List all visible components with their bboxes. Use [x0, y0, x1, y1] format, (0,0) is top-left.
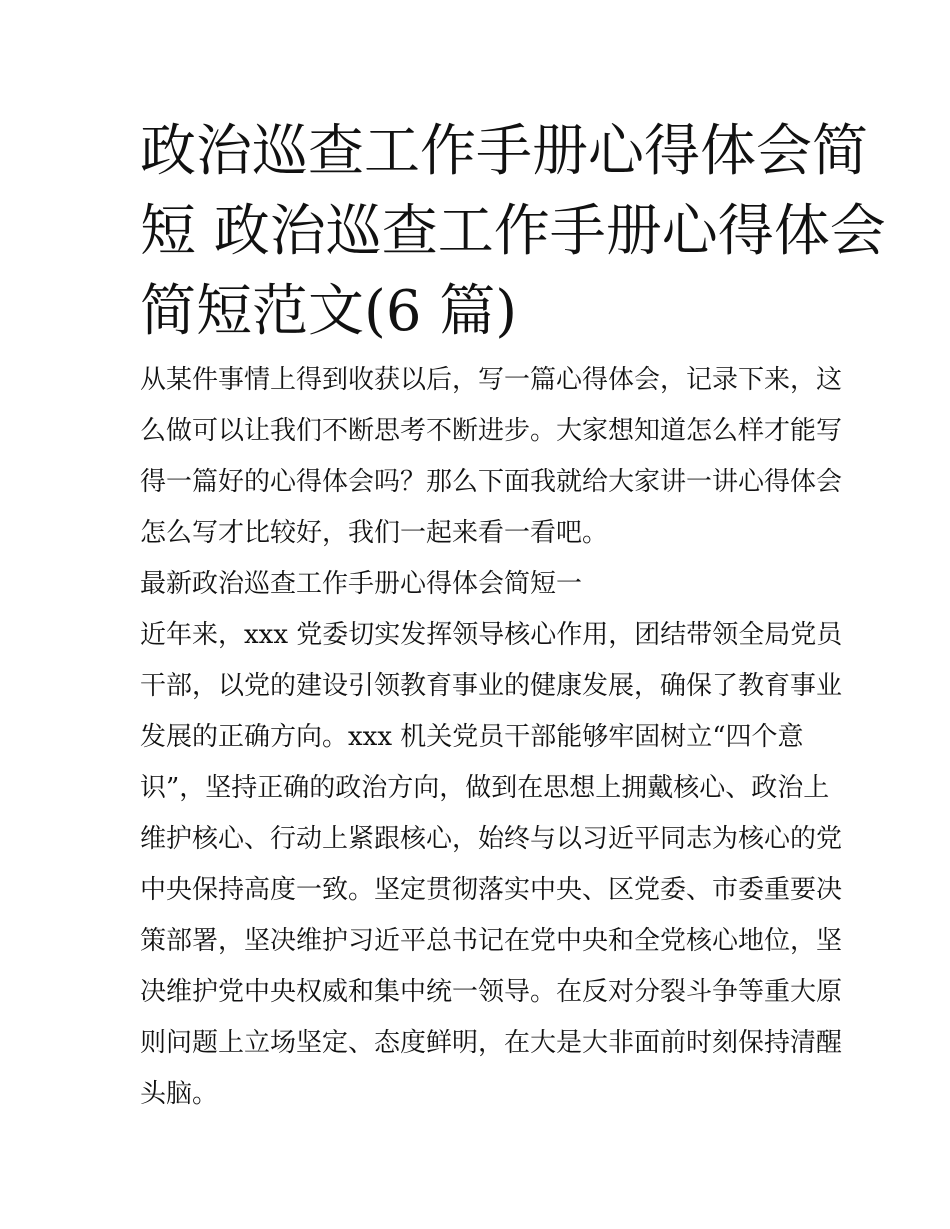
body-line: 识”，坚持正确的政治方向，做到在思想上拥戴核心、政治上 — [140, 773, 830, 803]
body-line: 从某件事情上得到收获以后，写一篇心得体会，记录下来，这 — [140, 365, 843, 395]
body-line: 近年来，xxx 党委切实发挥领导核心作用，团结带领全局党员 — [140, 620, 843, 650]
body-line: 么做可以让我们不断思考不断进步。大家想知道怎么样才能写 — [140, 416, 843, 446]
title-line: 短 政治巡查工作手册心得体会 — [140, 199, 886, 264]
body-line: 发展的正确方向。xxx 机关党员干部能够牢固树立“四个意 — [140, 722, 804, 752]
body-line: 决维护党中央权威和集中统一领导。在反对分裂斗争等重大原 — [140, 977, 843, 1007]
document-body — [140, 355, 843, 1120]
body-line: 维护核心、行动上紧跟核心，始终与以习近平同志为核心的党 — [140, 824, 843, 854]
title-line: 政治巡查工作手册心得体会简 — [140, 119, 868, 184]
body-line: 得一篇好的心得体会吗？那么下面我就给大家讲一讲心得体会 — [140, 467, 843, 497]
body-line: 干部，以党的建设引领教育事业的健康发展，确保了教育事业 — [140, 671, 843, 701]
title-line: 简短范文(6 篇) — [140, 279, 518, 344]
body-line: 中央保持高度一致。坚定贯彻落实中央、区党委、市委重要决 — [140, 875, 843, 905]
body-line: 策部署，坚决维护习近平总书记在党中央和全党核心地位，坚 — [140, 926, 843, 956]
document-title — [140, 112, 886, 352]
body-line: 则问题上立场坚定、态度鲜明，在大是大非面前时刻保持清醒 — [140, 1028, 843, 1058]
body-line: 头脑。 — [140, 1079, 219, 1109]
body-line: 怎么写才比较好，我们一起来看一看吧。 — [140, 518, 609, 548]
section-heading: 最新政治巡查工作手册心得体会简短一 — [140, 569, 583, 599]
